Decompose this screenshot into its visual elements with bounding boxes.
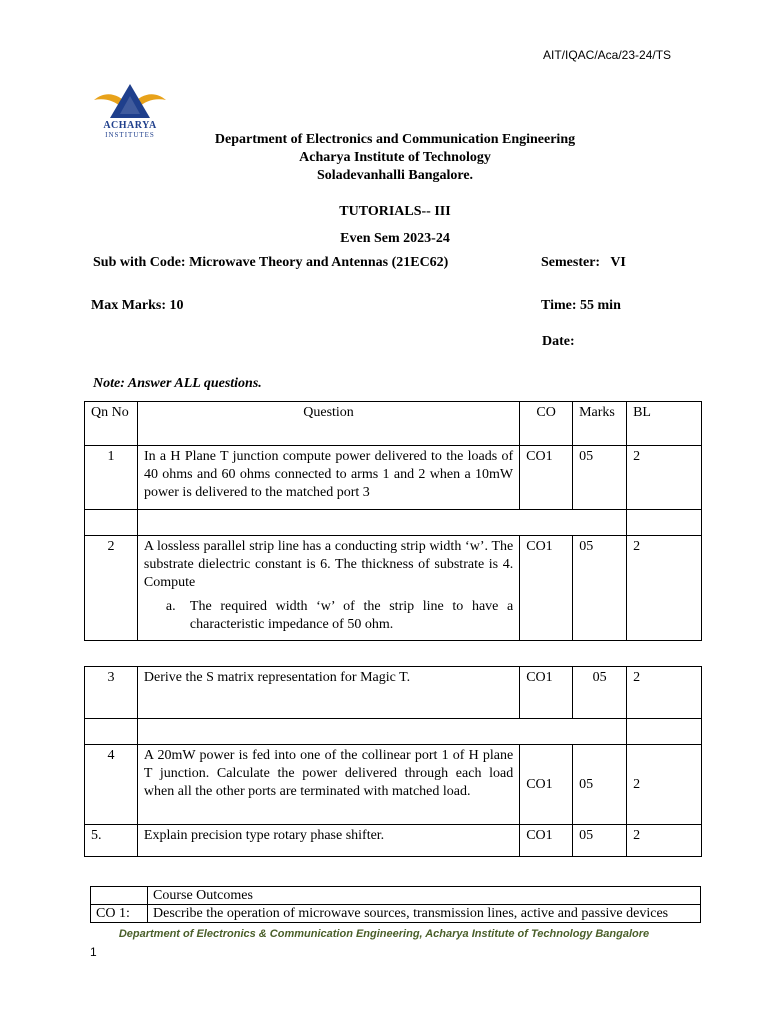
question-co: CO1 bbox=[520, 667, 573, 719]
question-co: CO1 bbox=[520, 446, 573, 510]
document-id: AIT/IQAC/Aca/23-24/TS bbox=[543, 48, 672, 62]
question-number: 5. bbox=[85, 825, 138, 857]
question-marks: 05 bbox=[573, 825, 627, 857]
max-marks-label: Max Marks: 10 bbox=[91, 298, 184, 313]
logo-line2: INSTITUTES bbox=[105, 131, 155, 139]
page-number: 1 bbox=[90, 945, 97, 959]
questions-table-1 bbox=[84, 401, 702, 536]
table-row bbox=[85, 536, 702, 641]
table-row bbox=[85, 667, 702, 719]
course-outcomes-table bbox=[90, 886, 701, 923]
header-marks: Marks bbox=[573, 402, 627, 446]
tutorial-title: TUTORIALS-- III bbox=[339, 204, 451, 219]
page-footer: Department of Electronics & Communication Engineering, Acharya Institute of Technology Bangalore bbox=[118, 928, 650, 940]
question-text: Derive the S matrix representation for Magic T. bbox=[137, 667, 519, 719]
questions-table-3 bbox=[84, 666, 702, 857]
header-bl: BL bbox=[627, 402, 702, 446]
question-number: 3 bbox=[85, 667, 138, 719]
questions-table-2 bbox=[84, 535, 702, 641]
course-outcome-row bbox=[91, 905, 701, 923]
session-label: Even Sem 2023-24 bbox=[340, 231, 450, 246]
question-marks: 05 bbox=[573, 667, 627, 719]
question-bl: 2 bbox=[627, 825, 702, 857]
table-row bbox=[85, 825, 702, 857]
question-number: 1 bbox=[85, 446, 138, 510]
question-bl: 2 bbox=[627, 536, 702, 641]
sub-question-label: a. bbox=[165, 599, 176, 614]
sub-question bbox=[144, 598, 513, 634]
course-outcome-code: CO 1: bbox=[91, 905, 148, 923]
sub-question-text: The required width ‘w’ of the strip line to have a characteristic impedance of 50 ohm. bbox=[189, 599, 514, 632]
question-marks: 05 bbox=[573, 446, 627, 510]
table-row bbox=[85, 745, 702, 825]
spacer-row bbox=[85, 719, 702, 745]
question-co: CO1 bbox=[520, 825, 573, 857]
header-qn-no: Qn No bbox=[85, 402, 138, 446]
question-number: 2 bbox=[85, 536, 138, 641]
question-bl: 2 bbox=[627, 446, 702, 510]
question-bl: 2 bbox=[627, 745, 702, 825]
course-outcomes-header-row bbox=[91, 887, 701, 905]
institute-name: Acharya Institute of Technology bbox=[299, 150, 491, 165]
spacer-row bbox=[85, 510, 702, 536]
subject-label: Sub with Code: Microwave Theory and Antennas (21EC62) bbox=[93, 255, 449, 270]
question-number: 4 bbox=[85, 745, 138, 825]
question-text: In a H Plane T junction compute power delivered to the loads of 40 ohms and 60 ohms connected to arms 1 and 2 when a 10mW power is delivered to the matched port 3 bbox=[137, 446, 519, 510]
instructions-note: Note: Answer ALL questions. bbox=[93, 376, 262, 391]
question-marks: 05 bbox=[573, 745, 627, 825]
question-text: A 20mW power is fed into one of the collinear port 1 of H plane T junction. Calculate the power delivered through each load when all the other ports are terminated with matched load. bbox=[137, 745, 519, 825]
header-co: CO bbox=[520, 402, 573, 446]
question-cell bbox=[137, 536, 519, 641]
question-marks: 05 bbox=[573, 536, 627, 641]
question-co: CO1 bbox=[520, 536, 573, 641]
date-label: Date: bbox=[542, 334, 575, 349]
semester-label: Semester: VI bbox=[541, 255, 626, 270]
course-outcome-text: Describe the operation of microwave sources, transmission lines, active and passive devices bbox=[148, 905, 701, 923]
question-text: A lossless parallel strip line has a conducting strip width ‘w’. The substrate dielectric constant is 6. The thickness of substrate is 4. Compute bbox=[143, 539, 514, 590]
table-row bbox=[85, 446, 702, 510]
table-header-row bbox=[85, 402, 702, 446]
time-label: Time: 55 min bbox=[541, 298, 621, 313]
question-bl: 2 bbox=[627, 667, 702, 719]
question-co: CO1 bbox=[520, 745, 573, 825]
department-title: Department of Electronics and Communication Engineering bbox=[214, 132, 576, 147]
question-text: Explain precision type rotary phase shifter. bbox=[137, 825, 519, 857]
logo-line1: ACHARYA bbox=[103, 120, 157, 131]
institute-location: Soladevanhalli Bangalore. bbox=[316, 168, 474, 183]
course-outcomes-header: Course Outcomes bbox=[148, 887, 701, 905]
header-question: Question bbox=[137, 402, 519, 446]
